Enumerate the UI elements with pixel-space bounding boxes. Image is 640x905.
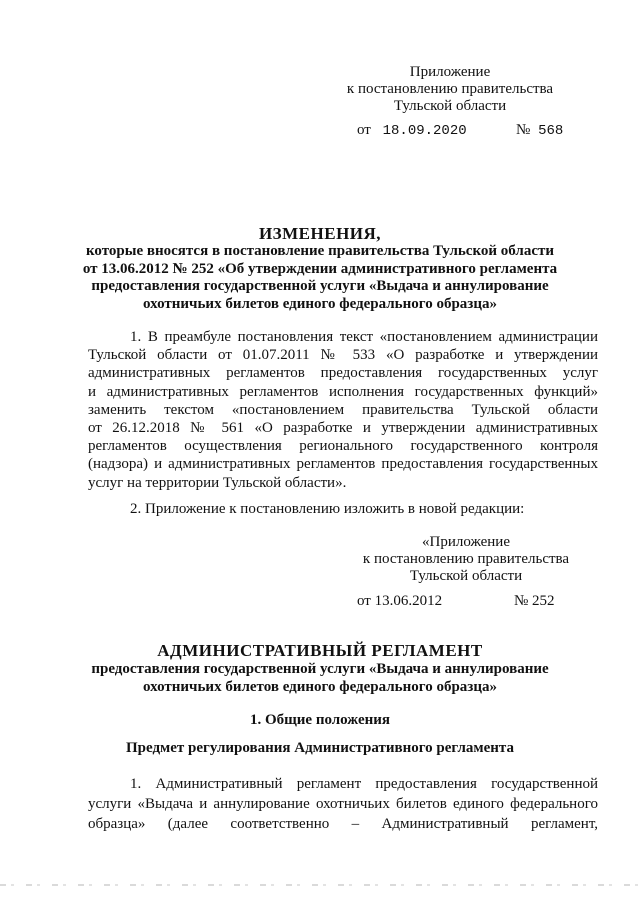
item-1-line: и административных регламентов исполнения государственных функций» <box>88 383 598 400</box>
changes-subtitle <box>0 243 640 313</box>
changes-title: ИЗМЕНЕНИЯ, <box>258 224 382 243</box>
subject-heading: Предмет регулирования Административного регламента <box>126 740 514 756</box>
regulation-item-1-line: 1. Административный регламент предоставления государственной <box>130 776 598 792</box>
regulation-subtitle-line-2: охотничьих билетов единого федерального образца» <box>143 678 497 695</box>
appendix-line-2: к постановлению правительства <box>346 81 554 97</box>
item-1-line: от 26.12.2018 № 561 «О разработке и утверждении административных <box>88 420 598 437</box>
number-prefix: № <box>516 122 531 138</box>
item-1-line: заменить текстом «постановлением правительства Тульской области <box>88 401 598 418</box>
regulation-item-1-line: образца» (далее соответственно – Административный регламент, <box>88 816 598 832</box>
item-1-line: Тульской области от 01.07.2011 № 533 «О разработке и утверждении <box>88 347 598 364</box>
appendix-number-row <box>516 122 563 139</box>
appendix-date: 18.09.2020 <box>382 123 467 139</box>
item-1-line: (надзора) и административных регламентов предоставления государственных <box>88 456 598 473</box>
item-1-line: 1. В преамбуле постановления текст «постановлением администрации <box>130 329 598 345</box>
appendix-block <box>330 64 570 115</box>
changes-subtitle-line-1: которые вносятся в постановление правительства Тульской области <box>85 243 555 259</box>
item-1-line: услуг на территории Тульской области». <box>88 474 347 491</box>
regulation-title: АДМИНИСТРАТИВНЫЙ РЕГЛАМЕНТ <box>157 641 483 660</box>
appendix-line-1: Приложение <box>409 64 491 80</box>
inner-appendix-date: от 13.06.2012 <box>357 593 443 609</box>
section-1-heading: 1. Общие положения <box>249 712 391 728</box>
appendix-line-3: Тульской области <box>393 98 507 114</box>
item-1-line: регламентов осуществления регионального государственного контроля <box>88 438 598 455</box>
appendix-number: 568 <box>538 123 564 139</box>
item-1-line: административных регламентов предоставления государственных услуг <box>88 365 598 382</box>
inner-appendix-number: № 252 <box>514 593 555 609</box>
scan-artifact-line <box>0 884 640 886</box>
regulation-item-1-line: услуги «Выдача и аннулирование охотничьих билетов единого федерального <box>88 796 598 812</box>
item-1-paragraph <box>88 328 598 492</box>
date-prefix: от <box>357 122 371 138</box>
regulation-subtitle-line-1: предоставления государственной услуги «Выдача и аннулирование <box>91 661 549 677</box>
item-2-paragraph: 2. Приложение к постановлению изложить в новой редакции: <box>130 501 525 517</box>
changes-subtitle-line-4: охотничьих билетов единого федерального образца» <box>143 295 497 312</box>
changes-subtitle-line-3: предоставления государственной услуги «Выдача и аннулирование <box>91 278 549 294</box>
inner-appendix-line-1: «Приложение <box>421 534 510 550</box>
regulation-item-1 <box>88 774 598 834</box>
inner-appendix-line-3: Тульской области <box>409 568 523 584</box>
regulation-subtitle <box>0 661 640 696</box>
appendix-date-row <box>357 122 467 139</box>
inner-appendix-line-2: к постановлению правительства <box>362 551 570 567</box>
inner-appendix-block <box>356 534 576 585</box>
changes-subtitle-line-2: от 13.06.2012 № 252 «Об утверждении административного регламента <box>82 260 558 277</box>
